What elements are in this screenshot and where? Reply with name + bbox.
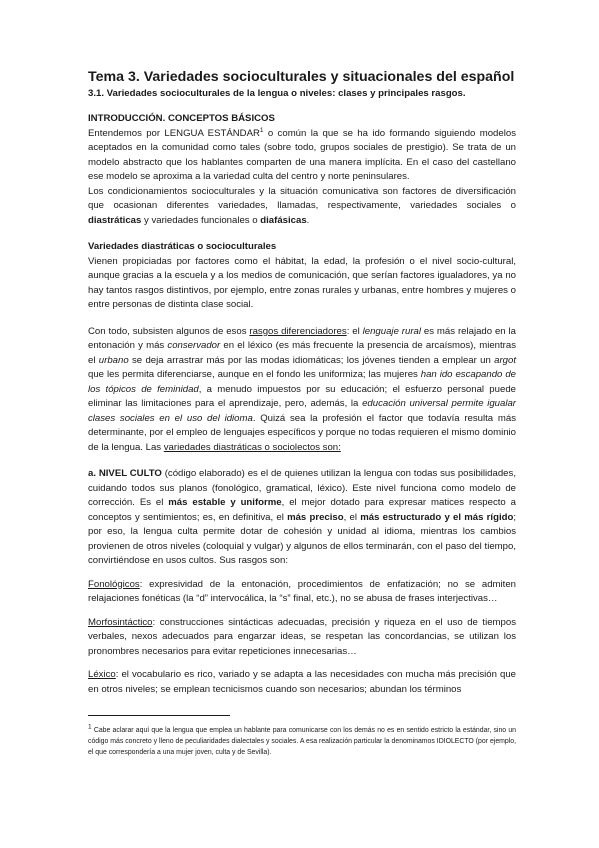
- intro-paragraph-2: Los condicionamientos socioculturales y la situación comunicativa son factores de diversificación que ocasionan diferentes variedades, llamadas, respectivamente, variedades sociales o diastráticas y variedades funcionales o diafásicas.: [88, 185, 516, 226]
- footnote-text: Cabe aclarar aquí que la lengua que emplea un hablante para comunicarse con los demás no es en sentido estricto la estándar, sino un código más concreto y lleno de peculiaridades dialectales y sociales. A esa realización particular la denominamos IDIOLECTO (por ejemplo, el que correspondería a una mujer joven, culta y de Sevilla).: [88, 726, 516, 756]
- section-number: 3.1.: [88, 88, 105, 99]
- footnote: [88, 725, 516, 758]
- lexico-paragraph: Léxico: el vocabulario es rico, variado y se adapta a las necesidades con mucha más precisión que en otros niveles; se emplean tecnicismos cuando son necesarios; abundan los términos: [88, 669, 516, 695]
- morfosintactico-paragraph: Morfosintáctico: construcciones sintácticas adecuadas, precisión y riqueza en el uso de tiempos verbales, nexos adecuados para engarzar ideas, se respetan las concordancias, se utilizan los pronombres necesarios para evitar repeticiones innecesarias…: [88, 616, 516, 657]
- diastraticas-paragraph-2: Con todo, subsisten algunos de esos rasgos diferenciadores: el lenguaje rural es más relajado en la entonación y más conservador en el léxico (es más frecuente la presencia de arcaísmos), mientras el urbano se deja arrastrar más por las modas idiomáticas; los jóvenes tienden a emplear un argot que les permita diferenciarse, aunque en el fondo les uniformiza; las mujeres han ido escapando de los tópicos de feminidad, a menudo impuestos por su educación; el esfuerzo personal puede eliminar las limitaciones para el aprendizaje, pero, además, la educación universal permite igualar clases sociales en el uso del idioma. Quizá sea la profesión el factor que todavía resulta más determinante, por el empleo de lenguajes específicos y porque no todas requieren el mismo dominio de la lengua. Las variedades diastráticas o sociolectos son:: [88, 325, 517, 453]
- footnote-mark: 1: [88, 723, 92, 731]
- intro-heading: INTRODUCCIÓN. CONCEPTOS BÁSICOS: [88, 113, 275, 124]
- footnote-reference[interactable]: 1: [259, 126, 264, 134]
- fonologicos-paragraph: Fonológicos: expresividad de la entonación, procedimientos de enfatización; no se admiten relajaciones fonéticas (la “d” intervocálica, la “s” final, etc.), no se abusa de frases interjectivas…: [88, 578, 516, 604]
- section-subtitle-text: Variedades socioculturales de la lengua o niveles: clases y principales rasgos.: [104, 88, 466, 99]
- intro-paragraph-1: Entendemos por LENGUA ESTÁNDAR$^1$ o común la que se ha ido formando siguiendo modelos aceptados en la comunidad como tales (sobre todo, grupos sociales de prestigio). Se trata de un modelo abstracto que los hablantes comparten de una manera implícita. En el caso del castellano ese modelo se aproxima a la variedad culta del centro y norte peninsulares.: [88, 126, 516, 182]
- page-title: Tema 3. Variedades socioculturales y situacionales del español: [88, 69, 515, 85]
- footnote-divider: [88, 715, 230, 716]
- nivel-culto-paragraph: a. NIVEL CULTO (código elaborado) es el de quienes utilizan la lengua con todas sus posibilidades, cuidando todos sus planos (fonológico, gramatical, léxico). Este nivel funciona como modelo de corrección. Es el más estable y uniforme, el mejor dotado para expresar matices respecto a conceptos y sentimientos; es, en definitiva, el más preciso, el más estructurado y el más rígido; por eso, la lengua culta permite dotar de cohesión y unidad al idioma, mientras los cambios provienen de otros niveles (coloquial y vulgar) y algunos de ellos terminarán, con el paso del tiempo, convirtiéndose en usos cultos. Sus rasgos son:: [88, 468, 516, 566]
- diastraticas-paragraph-1: Vienen propiciadas por factores como el hábitat, la edad, la profesión o el nivel socio-cultural, aunque gracias a la escuela y a los medios de comunicación, que serían factores igualadores, ya no hay tantos rasgos distintivos, por ejemplo, entre zonas rurales y urbanas, entre hombres y mujeres o entre personas de distinta clase social.: [88, 255, 516, 310]
- document-page: [88, 68, 516, 697]
- section-subtitle: [88, 87, 516, 100]
- diastraticas-heading: Variedades diastráticas o socioculturales: [88, 241, 277, 252]
